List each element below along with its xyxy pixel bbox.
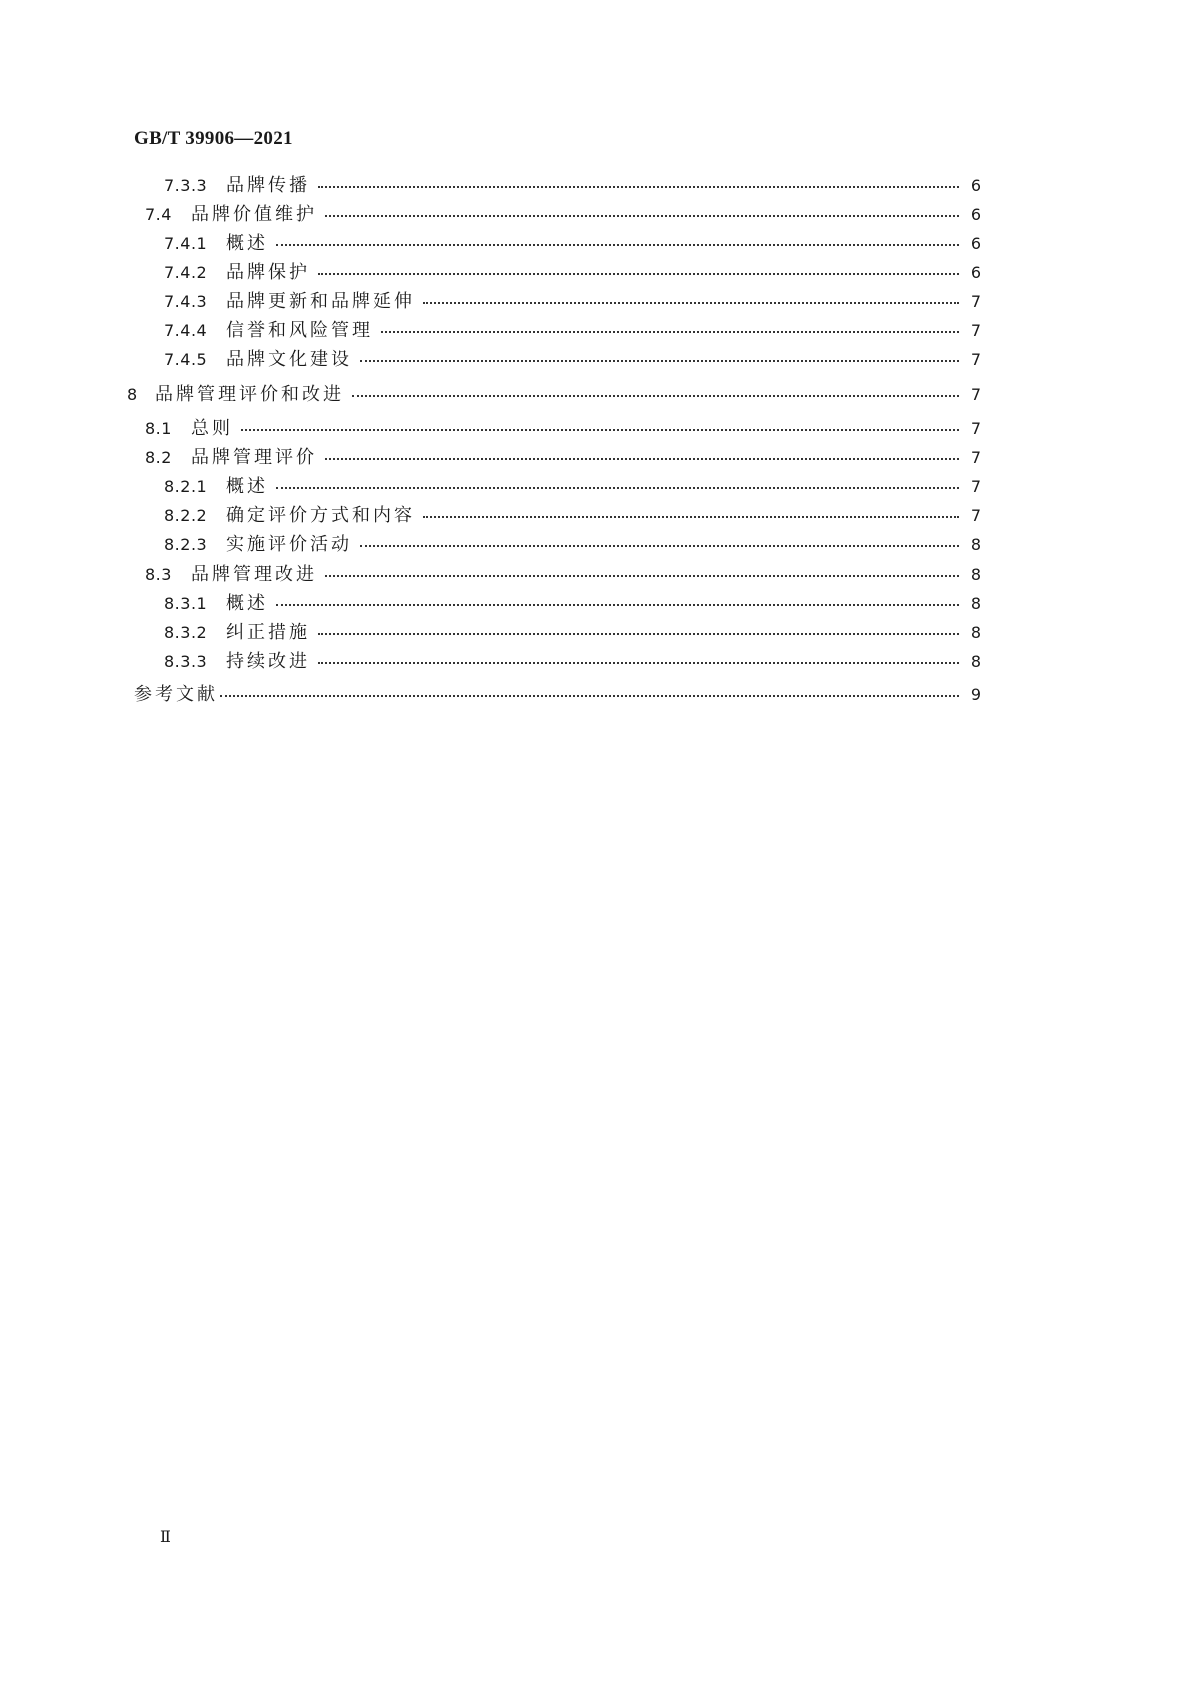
toc-entry-number: 7.3.3 (164, 176, 208, 195)
toc-entry-page: 7 (970, 350, 981, 369)
toc-dot-leader (276, 474, 959, 492)
toc-entry-title: 品牌管理评价和改进 (155, 384, 344, 405)
toc-entry-title: 品牌传播 (226, 175, 310, 196)
toc-entry-page: 7 (970, 506, 981, 525)
toc-entry-title: 品牌管理评价 (191, 447, 317, 468)
toc-entry-title: 品牌更新和品牌延伸 (226, 291, 415, 312)
toc-entry-number: 8.3.2 (164, 623, 208, 642)
toc-entry-title: 概述 (226, 476, 268, 497)
toc-entry-title: 品牌管理改进 (191, 564, 317, 585)
toc-dot-leader (276, 591, 959, 609)
toc-entry-page: 7 (970, 321, 981, 340)
toc-entry-page: 8 (970, 565, 981, 584)
toc-dot-leader (318, 173, 959, 191)
toc-dot-leader (241, 416, 959, 434)
toc-entry-7-4-3[interactable] (164, 287, 981, 313)
toc-entry-title: 品牌保护 (226, 262, 310, 283)
toc-entry-page: 8 (970, 594, 981, 613)
toc-entry-7-4-2[interactable] (164, 258, 981, 284)
toc-entry-page: 6 (970, 176, 981, 195)
toc-entry-8-2-3[interactable] (164, 530, 981, 556)
toc-entry-page: 7 (970, 385, 981, 404)
toc-entry-7-4-1[interactable] (164, 229, 981, 255)
toc-entry-page: 6 (970, 234, 981, 253)
toc-entry-8-3-1[interactable] (164, 589, 981, 615)
toc-entry-8[interactable] (127, 380, 981, 406)
toc-entry-8-1[interactable] (145, 414, 981, 440)
toc-entry-8-2[interactable] (145, 443, 981, 469)
toc-entry-7-4-4[interactable] (164, 316, 981, 342)
toc-entry-page: 7 (970, 477, 981, 496)
toc-entry-8-2-1[interactable] (164, 472, 981, 498)
toc-entry-page: 9 (970, 685, 981, 704)
toc-entry-title: 总则 (191, 418, 233, 439)
toc-entry-references[interactable] (134, 680, 981, 706)
toc-dot-leader (360, 347, 959, 365)
toc-entry-page: 7 (970, 292, 981, 311)
toc-dot-leader (423, 289, 959, 307)
toc-entry-number: 8.3.1 (164, 594, 208, 613)
toc-entry-title: 参考文献 (134, 684, 218, 705)
toc-entry-7-3-3[interactable] (164, 171, 981, 197)
toc-entry-title: 概述 (226, 593, 268, 614)
toc-entry-number: 7.4.1 (164, 234, 208, 253)
toc-entry-title: 概述 (226, 233, 268, 254)
toc-entry-number: 8 (127, 385, 138, 404)
toc-entry-7-4[interactable] (145, 200, 981, 226)
toc-entry-page: 6 (970, 263, 981, 282)
toc-entry-number: 8.3.3 (164, 652, 208, 671)
toc-dot-leader (318, 260, 959, 278)
toc-entry-page: 7 (970, 419, 981, 438)
toc-entry-number: 8.3 (145, 565, 172, 584)
document-code: GB/T 39906—2021 (134, 128, 293, 149)
toc-entry-number: 7.4.3 (164, 292, 208, 311)
toc-dot-leader (352, 382, 959, 400)
toc-dot-leader (381, 318, 959, 336)
toc-entry-number: 7.4.5 (164, 350, 208, 369)
toc-dot-leader (325, 202, 959, 220)
toc-dot-leader (318, 620, 959, 638)
page-number: Ⅱ (160, 1529, 171, 1546)
toc-entry-number: 7.4.4 (164, 321, 208, 340)
toc-dot-leader (325, 445, 959, 463)
toc-entry-number: 8.1 (145, 419, 172, 438)
toc-entry-number: 7.4 (145, 205, 172, 224)
toc-entry-number: 7.4.2 (164, 263, 208, 282)
toc-entry-number: 8.2 (145, 448, 172, 467)
toc-entry-page: 6 (970, 205, 981, 224)
toc-entry-title: 持续改进 (226, 651, 310, 672)
toc-entry-8-2-2[interactable] (164, 501, 981, 527)
toc-entry-title: 品牌文化建设 (226, 349, 352, 370)
toc-entry-title: 确定评价方式和内容 (226, 505, 415, 526)
toc-entry-title: 品牌价值维护 (191, 204, 317, 225)
toc-entry-number: 8.2.2 (164, 506, 208, 525)
toc-dot-leader (318, 649, 959, 667)
toc-entry-number: 8.2.3 (164, 535, 208, 554)
toc-dot-leader (220, 682, 959, 700)
toc-entry-8-3[interactable] (145, 560, 981, 586)
toc-entry-page: 7 (970, 448, 981, 467)
toc-dot-leader (360, 532, 959, 550)
toc-entry-8-3-2[interactable] (164, 618, 981, 644)
toc-entry-title: 信誉和风险管理 (226, 320, 373, 341)
toc-entry-number: 8.2.1 (164, 477, 208, 496)
toc-entry-title: 纠正措施 (226, 622, 310, 643)
toc-dot-leader (423, 503, 959, 521)
toc-entry-page: 8 (970, 535, 981, 554)
toc-dot-leader (276, 231, 959, 249)
toc-entry-title: 实施评价活动 (226, 534, 352, 555)
toc-entry-8-3-3[interactable] (164, 647, 981, 673)
toc-entry-page: 8 (970, 652, 981, 671)
toc-entry-7-4-5[interactable] (164, 345, 981, 371)
toc-dot-leader (325, 562, 959, 580)
toc-entry-page: 8 (970, 623, 981, 642)
